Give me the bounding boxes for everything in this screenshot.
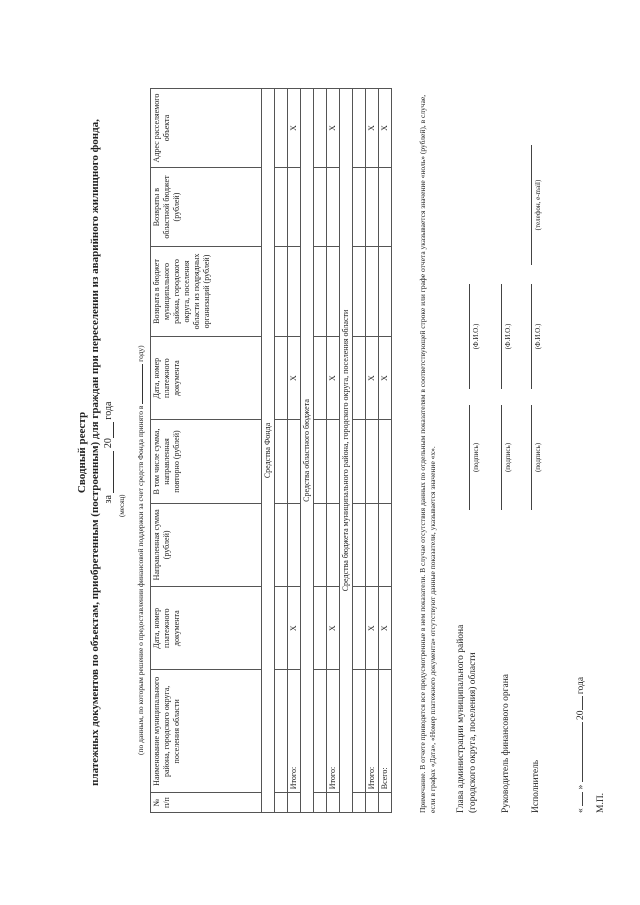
- fio-caption: (Ф.И.О.): [534, 323, 542, 350]
- col-payment-doc-2: Дата, номер платежного документа: [151, 336, 262, 419]
- header-row: [151, 89, 262, 813]
- podpis-caption: (подпись): [504, 442, 512, 473]
- table-row: [366, 89, 379, 813]
- col-return-municipal: Возврата в бюджет муниципального района, городского округа, поселения области из подрядных организаций (рублей): [151, 247, 262, 337]
- section-fund: Средства Фонда: [262, 89, 275, 813]
- note-text: Примечание. В отчете приводятся все предусмотренные в нем показатели. В случае отсутствия данных по отдельным показателям в соответствующей строке или графе отчета указывается значение «ноль» (рублей), в случае, если в графах «Дата», «Номер платежного документа» отсутствуют данные показатели, указывается значение «х».: [418, 94, 437, 813]
- period-twenty: 20: [103, 438, 114, 449]
- col-return-oblast: Возвраты в областной бюджет (рублей): [151, 168, 262, 247]
- x-mark: X: [327, 89, 340, 168]
- itogo-label: Итого:: [288, 670, 301, 793]
- phone-line: [530, 145, 532, 265]
- stamp-place: М.П.: [596, 792, 606, 813]
- period-goda: года: [103, 401, 114, 420]
- period-za: за: [103, 495, 114, 504]
- phone-caption: (телефон, e-mail): [534, 179, 542, 231]
- register-table: [150, 88, 392, 813]
- signature-line: [500, 405, 502, 510]
- table-row: [288, 89, 301, 813]
- section-row-oblast: [301, 89, 314, 813]
- col-sum: Направленная сумма (рублей): [151, 503, 262, 586]
- date-line: [576, 677, 586, 813]
- signature-head-line1: Глава администрации муниципального района: [456, 624, 466, 813]
- itogo-label: Итого:: [366, 670, 379, 793]
- signature-line: [468, 405, 470, 510]
- fio-line: [500, 284, 502, 389]
- month-blank-2: [582, 722, 583, 782]
- table-row: [327, 89, 340, 813]
- year-blank: [103, 422, 114, 438]
- x-mark: X: [366, 587, 379, 670]
- fio-caption: (Ф.И.О.): [472, 323, 480, 350]
- table-row: [314, 89, 327, 813]
- fio-caption: (Ф.И.О.): [504, 323, 512, 350]
- document-title: Сводный реестр: [76, 411, 88, 494]
- day-blank: [582, 792, 583, 806]
- quote-close: »: [576, 784, 586, 790]
- table-row: [353, 89, 366, 813]
- fio-line: [468, 284, 470, 389]
- x-mark: X: [379, 587, 392, 670]
- quote-open: «: [576, 808, 586, 813]
- x-mark: X: [327, 587, 340, 670]
- section-municipal: Средства бюджета муниципального района, городского округа, поселения области: [340, 89, 353, 813]
- subtitle-text: (по данным, по которым решение о предоставлении финансовой поддержки за счет средств Фонда принято в: [136, 405, 145, 755]
- date-twenty: 20: [576, 710, 586, 720]
- col-payment-doc: Дата, номер платежного документа: [151, 587, 262, 670]
- year-blank-2: [582, 697, 583, 711]
- subtitle-suffix: году): [136, 345, 145, 362]
- col-number: № п/п: [151, 793, 262, 813]
- x-mark: X: [366, 89, 379, 168]
- x-mark: X: [379, 89, 392, 168]
- section-row-fund: [262, 89, 275, 813]
- podpis-caption: (подпись): [534, 442, 542, 473]
- table-row: [275, 89, 288, 813]
- report-period: [103, 0, 114, 905]
- itogo-label: Итого:: [327, 670, 340, 793]
- col-sum-repeat: В том числе сумма, направленная повторно (рублей): [151, 420, 262, 503]
- section-oblast: Средства областного бюджета: [301, 89, 314, 813]
- section-row-municipal: [340, 89, 353, 813]
- fio-line: [530, 284, 532, 389]
- signature-line: [530, 405, 532, 510]
- x-mark: X: [288, 336, 301, 419]
- col-municipality: Наименование муниципального района, городского округа, поселения области: [151, 670, 262, 793]
- document-title-line2: платежных документов по объектам, приобретенным (построенным) для граждан при переселении из аварийного жилищного фонда,: [89, 119, 101, 786]
- vsego-label: Всего:: [379, 670, 392, 793]
- subtitle-year-blank: [134, 364, 143, 404]
- table-row-total: [379, 89, 392, 813]
- signature-finance: Руководитель финансового органа: [501, 673, 511, 813]
- date-goda: года: [576, 676, 586, 695]
- x-mark: X: [366, 336, 379, 419]
- signature-head-line2: (городского округа, поселения) области: [468, 652, 478, 813]
- x-mark: X: [379, 336, 392, 419]
- subtitle: [134, 125, 145, 755]
- month-hint: (месяц): [118, 494, 126, 517]
- x-mark: X: [327, 336, 340, 419]
- x-mark: X: [288, 89, 301, 168]
- signature-executor: Исполнитель: [531, 759, 541, 813]
- col-address: Адрес расселяемого объекта: [151, 89, 262, 168]
- podpis-caption: (подпись): [472, 442, 480, 473]
- month-blank: [103, 451, 114, 493]
- x-mark: X: [288, 587, 301, 670]
